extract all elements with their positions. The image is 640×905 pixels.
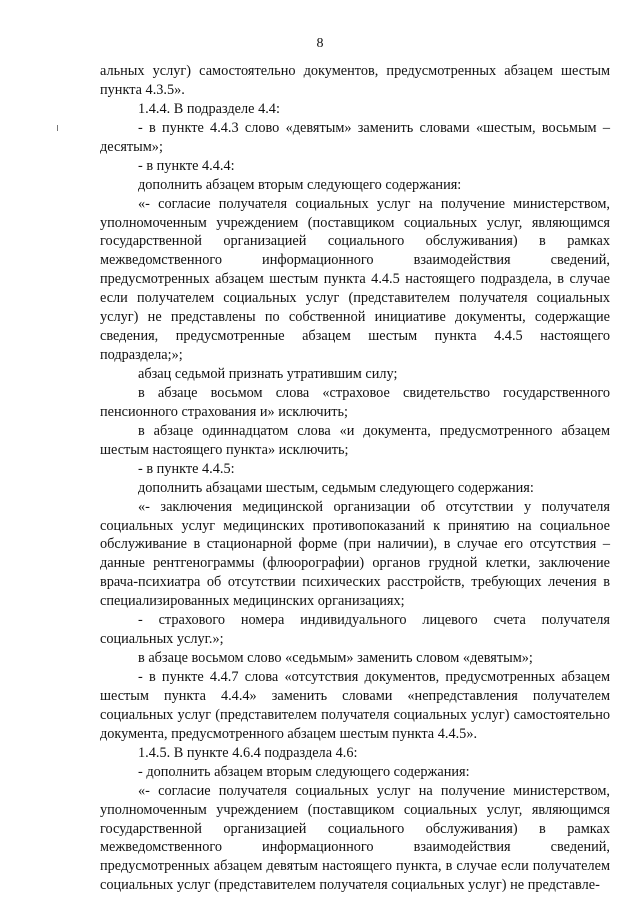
document-body [100,62,610,895]
paragraph-item-4-4-4: - в пункте 4.4.4: [138,157,235,174]
paragraph-seventh-void: абзац седьмой признать утратившим силу; [138,366,398,382]
paragraph-consent-quote-2: «- согласие получателя социальных услуг на получение министерством, уполномоченным учреждением (поставщиком социальных услуг, являющимся государственной организацией социального обслуживания) в рамках межведомственного информационного взаимодействия сведений, предусмотренных абзацем девятым настоящего пункта, в случае если получателем социальных услуг (представителем получателя социальных услуг) не представле- [100,782,610,894]
paragraph-continuation: альных услуг) самостоятельно документов, предусмотренных абзацем шестым пункта 4.3.5». [100,63,610,98]
paragraph-eighth-replace: в абзаце восьмом слово «седьмым» заменить словом «девятым»; [138,650,533,667]
paragraph-snils: - страхового номера индивидуального лицевого счета получателя социальных услуг.»; [100,612,610,648]
paragraph-section-1-4-5: 1.4.5. В пункте 4.6.4 подраздела 4.6: [138,744,358,761]
paragraph-medical-conclusion: «- заключения медицинской организации об отсутствии у получателя социальных услуг медицинских противопоказаний к принятию на социальное обслуживание в стационарной форме (при наличии), в случае его отсутствия – данные рентгенограммы (флюорографии) органов грудной клетки, заключение врача-психиатра об отсутствии психических расстройств, требующих лечения в специализированных медицинских организациях; [100,498,610,610]
paragraph-eleventh-exclude: в абзаце одиннадцатом слова «и документа, предусмотренного абзацем шестым настоящего пункта» исключить; [100,422,610,458]
paragraph-item-4-4-5: - в пункте 4.4.5: [138,460,235,477]
page-number: 8 [316,36,324,51]
paragraph-add-second-2: - дополнить абзацем вторым следующего содержания: [138,763,470,780]
paragraph-item-4-4-3: - в пункте 4.4.3 слово «девятым» заменить словами «шестым, восьмым – десятым»; [100,119,610,155]
margin-mark [57,125,58,131]
paragraph-section-1-4-4: 1.4.4. В подразделе 4.4: [138,100,280,117]
paragraph-eighth-exclude: в абзаце восьмом слова «страховое свидетельство государственного пенсионного страхования и» исключить; [100,384,610,420]
paragraph-consent-quote: «- согласие получателя социальных услуг на получение министерством, уполномоченным учреждением (поставщиком социальных услуг, являющимся государственной организацией социального обслуживания) в рамках межведомственного информационного взаимодействия сведений, предусмотренных абзацем шестым пункта 4.4.5 настоящего подраздела, в случае если получателем социальных услуг (представителем получателя социальных услуг) не представлены по собственной инициативе документы, содержащие сведения, предусмотренные абзацем шестым пункта 4.4.5 настоящего подраздела;»; [100,195,610,364]
paragraph-add-second: дополнить абзацем вторым следующего содержания: [138,176,462,193]
paragraph-add-sixth-seventh: дополнить абзацами шестым, седьмым следующего содержания: [138,479,534,496]
paragraph-item-4-4-7: - в пункте 4.4.7 слова «отсутствия документов, предусмотренных абзацем шестым пункта 4.4.4» заменить словами «непредставления получателем социальных услуг (представителем получателя социальных услуг) самостоятельно документа, предусмотренного абзацем шестым пункта 4.4.5». [100,669,610,742]
